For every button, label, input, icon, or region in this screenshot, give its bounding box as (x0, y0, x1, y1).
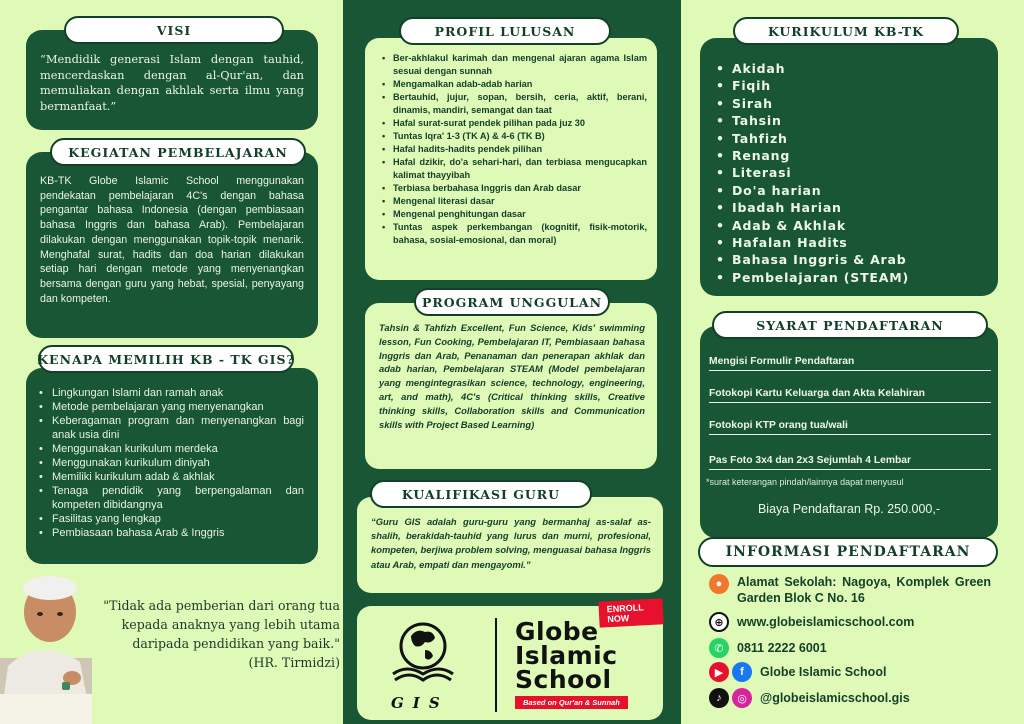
globe-icon: ⊕ (709, 612, 729, 632)
kurikulum-title: KURIKULUM KB-TK (733, 17, 959, 45)
kurikulum-list (710, 60, 988, 286)
program-text: Tahsin & Tahfizh Excellent, Fun Science, Kids' swimming lesson, Fun Cooking, Pembelajaran IT, Pembiasaan bahasa Inggris dan Arab, Penanaman dan penerapan akhlak dan adab harian, Pembelajaran STEAM (Model pembelajaran yang mengintegrasikan science, technology, engineering, art, and math), 4C's (Critical thinking skills, Creative thinking skills, Collaboration skills and Communication skills with Project Based Learning) (379, 322, 645, 430)
syarat-item-4: Pas Foto 3x4 dan 2x3 Sejumlah 4 Lembar (709, 455, 991, 470)
quote-text: "Tidak ada pemberian dari orang tua kepada anaknya yang lebih utama daripada pendidikan yang baik." (103, 598, 340, 651)
program-title: PROGRAM UNGGULAN (414, 288, 610, 316)
handle-row[interactable] (709, 688, 910, 708)
list-item: • Ber-akhlakul karimah dan mengenal ajaran agama Islam sesuai dengan sunnah (379, 52, 647, 78)
informasi-title: INFORMASI PENDAFTARAN (698, 537, 998, 567)
list-item: • Tahfizh (710, 130, 988, 147)
logo-mark-text: GIS (391, 694, 449, 712)
list-item: • Menggunakan kurikulum diniyah (36, 456, 304, 470)
instagram-icon: ◎ (732, 688, 752, 708)
syarat-title: SYARAT PENDAFTARAN (712, 311, 988, 339)
list-item: • Pembiasaan bahasa Arab & Inggris (36, 526, 304, 540)
website-row[interactable] (709, 612, 914, 632)
social-row[interactable] (709, 662, 886, 682)
tiktok-icon: ♪ (709, 688, 729, 708)
list-item: • Bahasa Inggris & Arab (710, 251, 988, 268)
kualifikasi-text: “Guru GIS adalah guru-guru yang bermanhaj as-salaf as-shalih, berakidah-tauhid yang lurus dan murni, profesional, kompeten, berjiwa problem solving, menguasai bahasa Inggris atau Arab, empati dan mengayomi.” (371, 516, 651, 570)
alamat-row (709, 574, 991, 606)
syarat-item-2: Fotokopi Kartu Keluarga dan Akta Kelahiran (709, 388, 991, 403)
child-studying-photo (0, 566, 92, 724)
kualifikasi-title: KUALIFIKASI GURU (370, 480, 592, 508)
visi-card (26, 30, 318, 130)
list-item: • Mengamalkan adab-adab harian (379, 78, 647, 91)
school-name-line2: Islamic (515, 641, 618, 670)
kurikulum-card (700, 38, 998, 296)
list-item: • Akidah (710, 60, 988, 77)
quote-source: (HR. Tirmidzi) (248, 655, 340, 670)
logo-divider (495, 618, 497, 712)
list-item: • Lingkungan Islami dan ramah anak (36, 386, 304, 400)
list-item: • Sirah (710, 95, 988, 112)
list-item: • Fiqih (710, 77, 988, 94)
enroll-now-badge[interactable]: ENROLL NOW (598, 598, 663, 627)
visi-title: VISI (64, 16, 284, 44)
list-item: • Tahsin (710, 112, 988, 129)
visi-text: “Mendidik generasi Islam dengan tauhid, mencerdaskan dengan al-Qur'an, dan memuliakan dengan akhlak serta ilmu yang bermanfaat.” (40, 52, 304, 113)
profil-card (365, 38, 657, 280)
list-item: • Keberagaman program dan menyenangkan bagi anak usia dini (36, 414, 304, 442)
whatsapp-icon: ✆ (709, 638, 729, 658)
school-name (515, 617, 618, 694)
list-item: • Literasi (710, 164, 988, 181)
list-item: • Terbiasa berbahasa Inggris dan Arab dasar (379, 182, 647, 195)
kenapa-card (26, 368, 318, 564)
website-text[interactable]: www.globeislamicschool.com (737, 615, 915, 629)
list-item: • Bertauhid, jujur, sopan, bersih, ceria, aktif, berani, dinamis, mandiri, semangat dan taat (379, 91, 647, 117)
kualifikasi-card (357, 497, 663, 593)
list-item: • Do'a harian (710, 182, 988, 199)
list-item: • Pembelajaran (STEAM) (710, 269, 988, 286)
logo-card (357, 602, 663, 720)
list-item: • Mengenal literasi dasar (379, 195, 647, 208)
social-text[interactable]: Globe Islamic School (760, 665, 887, 679)
list-item: • Memiliki kurikulum adab & akhlak (36, 470, 304, 484)
kegiatan-card (26, 152, 318, 338)
quote-block (90, 596, 340, 672)
school-name-line3: School (515, 665, 612, 694)
list-item: • Hafalan Hadits (710, 234, 988, 251)
profil-title: PROFIL LULUSAN (399, 17, 611, 45)
list-item: • Hafal dzikir, do'a sehari-hari, dan terbiasa mengucapkan kalimat thayyibah (379, 156, 647, 182)
handle-text[interactable]: @globeislamicschool.gis (760, 691, 910, 705)
school-name-line1: Globe (515, 617, 599, 646)
list-item: • Menggunakan kurikulum merdeka (36, 442, 304, 456)
syarat-item-1: Mengisi Formulir Pendaftaran (709, 356, 991, 371)
profil-list (379, 52, 647, 247)
phone-row[interactable] (709, 638, 827, 658)
facebook-icon: f (732, 662, 752, 682)
kegiatan-title: KEGIATAN PEMBELAJARAN (50, 138, 306, 166)
globe-book-logo-icon (381, 616, 465, 696)
list-item: • Hafal surat-surat pendek pilihan pada juz 30 (379, 117, 647, 130)
syarat-item-3: Fotokopi KTP orang tua/wali (709, 420, 991, 435)
list-item: • Hafal hadits-hadits pendek pilihan (379, 143, 647, 156)
program-card (365, 303, 657, 469)
alamat-text: Alamat Sekolah: Nagoya, Komplek Green Garden Blok C No. 16 (737, 575, 991, 605)
kenapa-title: KENAPA MEMILIH KB - TK GIS? (38, 345, 294, 373)
list-item: • Metode pembelajaran yang menyenangkan (36, 400, 304, 414)
list-item: • Adab & Akhlak (710, 217, 988, 234)
list-item: • Renang (710, 147, 988, 164)
kenapa-list (36, 386, 304, 540)
youtube-icon: ▶ (709, 662, 729, 682)
kegiatan-text: KB-TK Globe Islamic School menggunakan pendekatan pembelajaran 4C's dengan bahasa pengantar bahasa Indonesia (dengan pembiasaan bahasa Inggris dan bahasa Arab). Pembelajaran dilakukan dengan menggunakan topik-topik menarik. Menghafal surat, hadits dan doa harian dilakukan setiap hari dengan metode yang menyenangkan bersama dengan guru yang hebat, spesial, penyayang dan kompeten. (40, 175, 304, 305)
list-item: • Tuntas Iqra' 1-3 (TK A) & 4-6 (TK B) (379, 130, 647, 143)
location-pin-icon: ● (709, 574, 729, 594)
list-item: • Ibadah Harian (710, 199, 988, 216)
list-item: • Fasilitas yang lengkap (36, 512, 304, 526)
phone-text[interactable]: 0811 2222 6001 (737, 641, 827, 655)
biaya-pendaftaran: Biaya Pendaftaran Rp. 250.000,- (757, 502, 941, 516)
school-tagline: Based on Qur'an & Sunnah (515, 696, 628, 709)
list-item: • Tenaga pendidik yang berpengalaman dan kompeten dibidangnya (36, 484, 304, 512)
list-item: • Mengenal penghitungan dasar (379, 208, 647, 221)
list-item: • Tuntas aspek perkembangan (kognitif, fisik-motorik, bahasa, sosial-emosional, dan moral) (379, 221, 647, 247)
syarat-note: *surat keterangan pindah/lainnya dapat menyusul (706, 477, 904, 487)
